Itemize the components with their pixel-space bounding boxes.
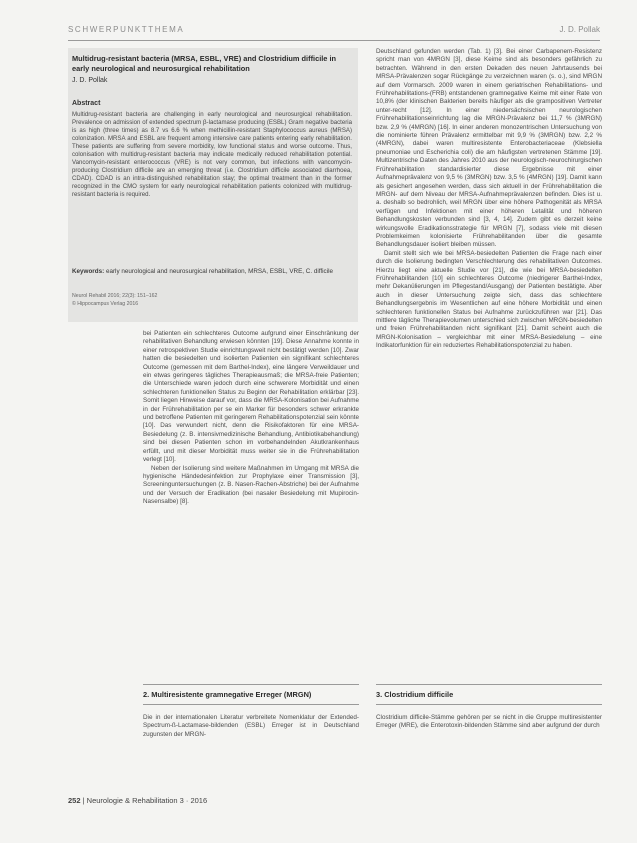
- citation: [72, 293, 352, 308]
- section-2-text: Die in der internationalen Literatur verbreitete Nomenklatur der Extended-Spectrum-ß-Lactamase-bildenden (ESBL) Erreger ist in Deutschland zugunsten der MRGN-: [143, 714, 359, 738]
- section-3-heading: 3. Clostridium difficile: [376, 690, 454, 699]
- section-2-heading: 2. Multiresistente gramnegative Erreger (MRGN): [143, 690, 312, 699]
- copyright-line: © Hippocampus Verlag 2016: [72, 300, 139, 307]
- abstract-heading: Abstract: [72, 100, 101, 107]
- section-divider: [376, 684, 602, 685]
- section-3-text: Clostridium difficile-Stämme gehören per se nicht in die Gruppe multiresistenter Erreger (MRE), die Enterotoxin-bildenden Stämme sind aber aufgrund der durch: [376, 714, 602, 730]
- section-divider: [143, 684, 359, 685]
- section-label: SCHWERPUNKTTHEMA: [68, 25, 185, 34]
- abstract-text: Multidrug-resistant bacteria are challenging in early neurological and neurosurgical rehabilitation. Prevalence on admission of extended spectrum β-lactamase producing (ESBL) Gram negative bacteria is as high (three times) as 8.7 vs 6.6 % when methicillin-resistant Staphylococcus aureus (MRSA) colonization. MRSA and ESBL are frequent among intensive care patients entering early rehabilitation. These patients are suffering from severe morbidity, low functional status and worse outcome. Thus, colonisation with multidrug-resistant bacteria may indicate medically reduced rehabilitation potential. Vancomycin-resistant enterococcus (VRE) is not very common, but infections with vancomycin-producing Clostridium difficile are an emerging threat (i.e. Clostridium difficile associated diarrhoea, CDAD). CDAD is an intra-distinguished rehabilitation stay; the optimal treatment than in the former recognized in the CMO system for early neurological rehabilitation patients colonized with multidrug-resistant bacteria is required.: [72, 111, 352, 198]
- footer-separator: |: [82, 796, 87, 805]
- keywords-text: early neurological and neurosurgical rehabilitation, MRSA, ESBL, VRE, C. difficile: [105, 268, 333, 275]
- article-title: Multidrug-resistant bacteria (MRSA, ESBL, VRE) and Clostridium difficile in early neurological and neurosurgical rehabilitation: [72, 54, 337, 73]
- article-author: J. D. Pollak: [72, 77, 108, 84]
- page-header: [68, 25, 600, 45]
- page-number: 252: [68, 796, 81, 805]
- paragraph: Deutschland gefunden werden (Tab. 1) [3]. Bei einer Carbapenem-Resistenz spricht man von 4MRGN [3], diese Keime sind als besonders gefährlich zu betrachten. Während in den ersten Dekaden des neuen Jahrtausends bei MRSA-Prävalenzen sogar Rückgänge zu verzeichnen waren (s. o.), sind MRGN auf dem Vormarsch. 2009 waren in einem geriatrischen Rehabilitations- und Frührehabilitations-(FRB) entstandenen gramnegative Keime mit einer Rate von 10,8% (der klinischen Bakterien bereits häufiger als die grampositiven Vertreter unter-recht [12]. In einer niedersächsischen neurologischen Frührehabilitationseinrichtung lag die MRGN-Prävalenz bei 11,7 % (3MRGN) bzw. 2,9 % (4MRGN) [16]. In einer anderen monozentrischen Untersuchung von die nominierte führen Prävalenz ermittelbar mit 9,9 % (3MRGN) bzw. 2,2 % (4MRGN), dabei waren multiresistente Enterobacteriaceae (Klebsiella pneumoniae und Escherichia coli) die am häufigsten vertretenen Stämme [19]. Multizentrische Daten des Jahres 2010 aus der neurologisch-neurochirurgischen Frührehabilitation standardisierter diese Ergebnisse mit einer Aufnahmeprävalenz von 9,5 % (3MRGN) bzw. 3,5 % (4MRGN) [19]. Damit kann als gesichert angesehen werden, dass sich aktuell in der Frührehabilitation die MRGN- auf dem Niveau der MRSA-Aufnahmeprävalenzen befinden. Dies ist u. a. deshalb so bedrohlich, weil MRGN über eine höhere Pathogenität als MRSA verfügen und Infektionen mit einer höheren Letalität und höheren Behandlungskosten verbunden sind [3, 4, 14]. Zudem gibt es derzeit keine wirkungsvolle Eradikationsstrategie für MRGN [7], sodass viele mit diesen Problemkeimen kolonisierte Frührehabilitanden über die gesamte Behandlungsdauer isoliert bleiben müssen.: [376, 48, 602, 249]
- paragraph: Damit stellt sich wie bei MRSA-besiedelten Patienten die Frage nach einer durch die Isolierung bedingten Verschlechterung des rehabilitativen Outcomes. Hierzu liegt eine aktuelle Studie vor [21], die wie bei MRSA-besiedelten Frührehabilitanden [10] ein schlechteres Outcome (niedrigerer Barthel-Index, mehr Dekanülierungen im Pflegestand/Ausgang) der Patienten bestätigte. Aber auch in dieser Untersuchung zeigte sich, dass das schlechtere Behandlungsergebnis im Wesentlichen auf eine höhere Morbidität und einen schlechteren funktionellen Status bei Aufnahme zurückzuführen war [21]. Das mittlere tägliche Therapievolumen unterschied sich zwischen MRGN-besiedelten und freien Frührehabilitanden nicht signifikant [21]. Damit scheint auch die MRGN-Kolonisation – vergleichbar mit einer MRSA-Besiedelung – eine Indikatorfunktion für ein reduziertes Rehabilitationspotenzial zu haben.: [376, 249, 602, 350]
- left-column-text: [143, 330, 359, 507]
- header-divider: [68, 40, 600, 41]
- author-short: J. D. Pollak: [559, 25, 600, 34]
- section-divider: [376, 704, 602, 705]
- right-column-text: [376, 48, 602, 351]
- page-footer: [68, 796, 207, 805]
- paragraph: bei Patienten ein schlechteres Outcome aufgrund einer Einschränkung der rehabilitativen Behandlung erwiesen könnten [19]. Diese Annahme konnte in einer retrospektiven Studie einrichtungsweit nicht bestätigt werden [10]. Zwar hatten die besiedelten und isolierten Patienten ein signifikant schlechteres Outcome (gemessen mit dem Barthel-Index), eine längere Verweildauer und ein etwas geringeres tägliches Therapieausmaß; die MRSA-freie Patienten; die Unterschiede waren jedoch durch eine schwerere Morbidität und einen schlechteren funktionellen Status zu Beginn der Rehabilitation erklärbar [23]. Somit liegen Hinweise darauf vor, dass die MRSA-Kolonisation bei Aufnahme in der Frührehabilitation per se ein Marker für besonders schwer erkrankte und betroffene Patienten mit geringerem Rehabilitationspotenzial sein könnte [10]. Das verwundert nicht, denn die Risikofaktoren für eine MRSA-Besiedelung (z. B. intensivmedizinische Behandlung, Antibiotikabehandlung) sind bei diesen Patienten schon im vorbehandelnden Akutkrankenhaus erfüllt, und mit dieser Morbidität muss weiter sie in die Frührehabilitation verlegt [10].: [143, 330, 359, 464]
- paragraph: Neben der Isolierung sind weitere Maßnahmen im Umgang mit MRSA die hygienische Händedesinfektion zur Prophylaxe einer Transmission [3], Screeninguntersuchungen (z. B. Nasen-Rachen-Abstriche) bei der Aufnahme und der Versuch der Eradikation (bei nasaler Besiedelung mit Mupirocin-Nasensalbe) [8].: [143, 464, 359, 506]
- journal-name: Neurologie & Rehabilitation 3 · 2016: [86, 796, 208, 805]
- citation-line: Neurol Rehabil 2016; 22(3): 151–162: [72, 293, 158, 299]
- keywords: [72, 268, 352, 277]
- section-divider: [143, 704, 359, 705]
- keywords-label: Keywords:: [72, 268, 105, 275]
